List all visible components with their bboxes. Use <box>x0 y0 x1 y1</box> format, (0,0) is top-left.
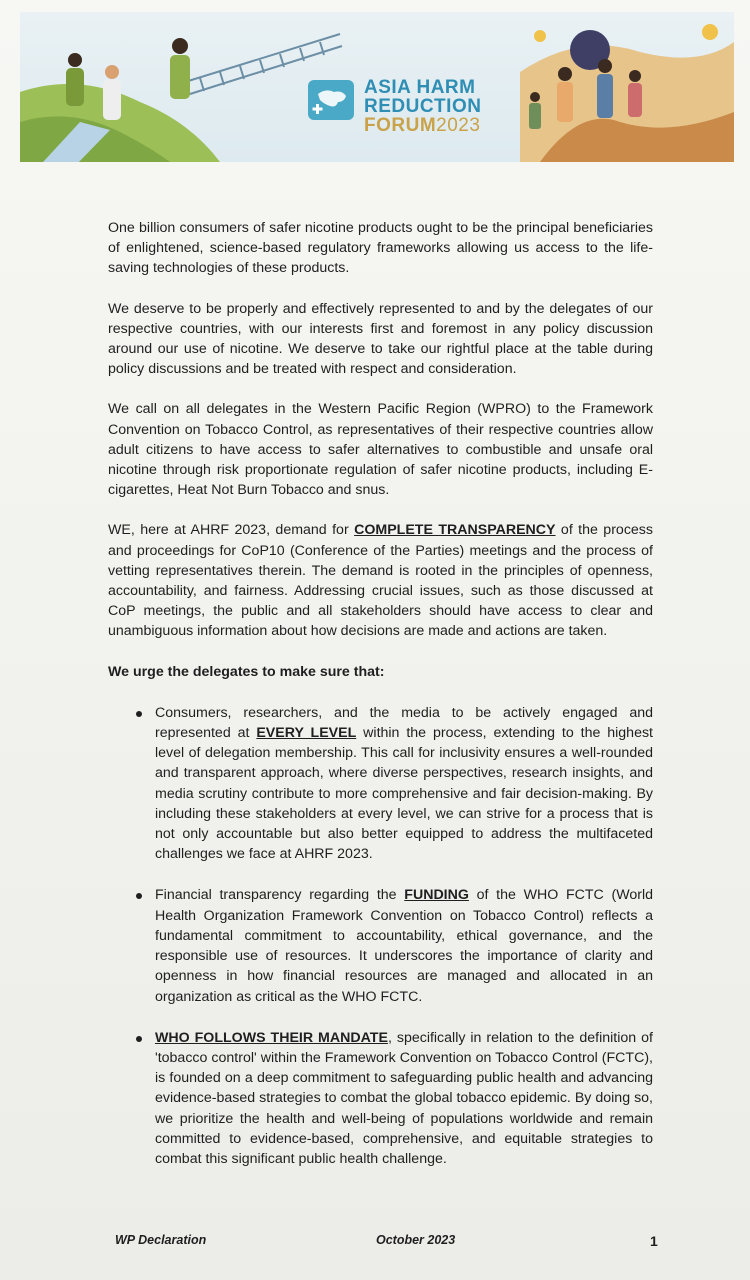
logo-year: 2023 <box>436 115 481 136</box>
bullet-text-after: , specifically in relation to the definition of 'tobacco control' within the Framework Convention on Tobacco Control (FCTC), is founded on a deep commitment to safeguarding public health and advancing evidence-based strategies to combat the global tobacco epidemic. By doing so, we prioritize the health and well-being of populations worldwide and remain committed to evidence-based, comprehensive, and equitable strategies to combat this significant public health challenge. <box>155 1029 653 1167</box>
bullet-text-before: Financial transparency regarding the <box>155 887 405 904</box>
paragraph-4 <box>108 520 653 641</box>
demands-list <box>108 703 653 1169</box>
bullet-text-after: within the process, extending to the highest level of delegation membership. This call for inclusivity ensures a well-rounded and transparent approach, where diverse perspectives, research insights, and media scrutiny contribute to more comprehensive and fair decision-making. By including these stakeholders at every level, we can strive for a process that is not only accountable but also better equipped to address the multifaceted challenges we face at AHRF 2023. <box>155 725 653 863</box>
footer-document-name: WP Declaration <box>115 1233 207 1247</box>
bullet-text-before: Consumers, researchers, and the media to be actively engaged and represented at <box>155 704 653 742</box>
paragraph-1: One billion consumers of safer nicotine products ought to be the principal beneficiaries of enlightened, science-based regulatory frameworks allowing us access to the life-saving technologies of these products. <box>108 220 653 277</box>
urge-heading: We urge the delegates to make sure that: <box>108 663 385 680</box>
paragraph-3: We call on all delegates in the Western Pacific Region (WPRO) to the Framework Convention on Tobacco Control, as representatives of their respective countries allow adult citizens to have access to safer alternatives to combustible and unsafe oral nicotine through risk proportionate regulation of safer nicotine products, including E-cigarettes, Heat Not Burn Tobacco and snus. <box>108 401 653 499</box>
bullet-emphasis: WHO FOLLOWS THEIR MANDATE <box>155 1029 388 1046</box>
bullet-emphasis: EVERY LEVEL <box>256 725 357 742</box>
bullet-emphasis: FUNDING <box>404 887 469 904</box>
footer-date: October 2023 <box>376 1233 456 1247</box>
p4-text-before: WE, here at AHRF 2023, demand for <box>108 522 355 539</box>
declaration-body <box>108 218 653 1190</box>
paragraph-2: We deserve to be properly and effectively represented to and by the delegates of our respective countries, with our interests first and foremost in any policy discussion around our use of nicotine. We deserve to take our rightful place at the table during policy discussions and be treated with respect and consideration. <box>108 300 653 378</box>
list-item <box>108 703 653 865</box>
asia-map-icon <box>308 80 354 120</box>
page-number: 1 <box>650 1233 658 1249</box>
list-item <box>108 1028 653 1169</box>
list-item <box>108 885 653 1006</box>
bullet-icon <box>136 1036 142 1042</box>
logo-text-line2: REDUCTION <box>364 96 482 117</box>
bullet-icon <box>136 711 142 717</box>
logo-text-line1: ASIA HARM <box>364 77 476 98</box>
logo-forum-word: FORUM <box>364 115 437 136</box>
forum-banner <box>20 12 734 162</box>
p4-text-after: of the process and proceedings for CoP10 (Conference of the Parties) meetings and the process of vetting representatives therein. The demand is rooted in the principles of openness, accountability, and fairness. Addressing crucial issues, such as those discussed at CoP meetings, the public and all stakeholders should have access to clear and unambiguous information about how decisions are made and actions are taken. <box>108 522 653 640</box>
bullet-text-after: of the WHO FCTC (World Health Organization Framework Convention on Tobacco Control) reflects a fundamental commitment to accountability, ethical governance, and the responsible use of resources. It underscores the importance of clarity and openness in how financial resources are managed and allocated in an organization as critical as the WHO FCTC. <box>155 887 653 1005</box>
p4-emphasis: COMPLETE TRANSPARENCY <box>354 522 556 539</box>
forum-logo <box>308 68 498 140</box>
bullet-icon <box>136 893 142 899</box>
logo-text-line3 <box>364 116 480 135</box>
